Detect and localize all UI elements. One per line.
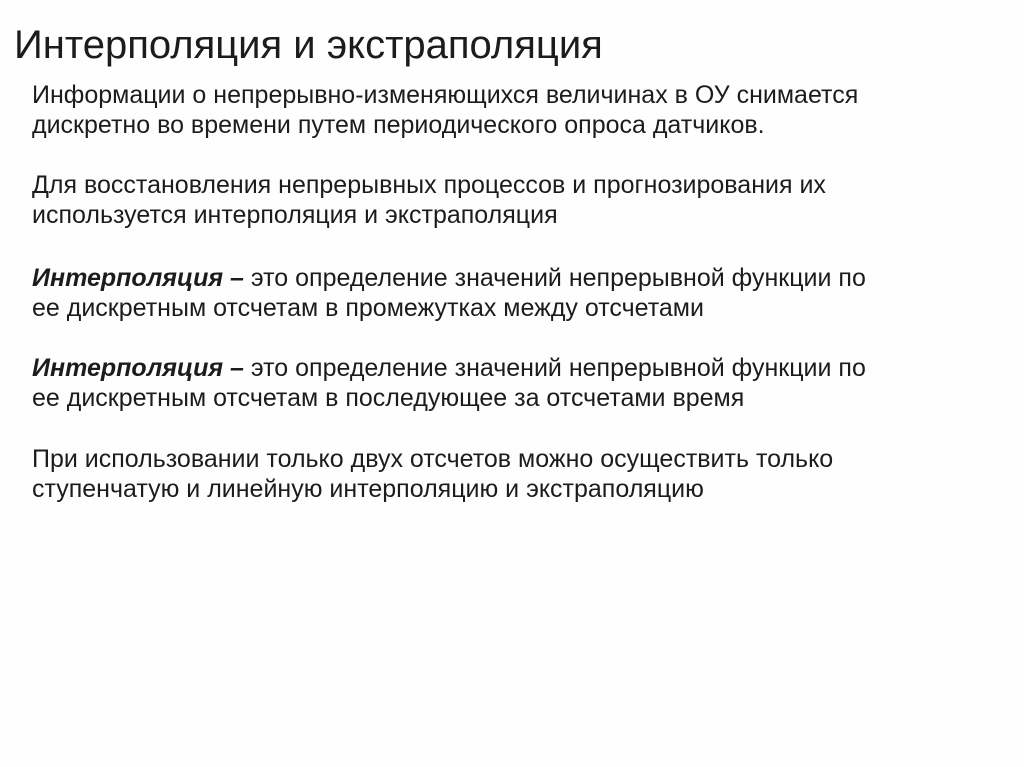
- paragraph-extrapolation-definition: [32, 353, 866, 413]
- defined-term: Интерполяция –: [32, 354, 244, 382]
- definition-text: это определение значений непрерывной функции по: [243, 354, 866, 382]
- paragraph-interpolation-definition: [32, 263, 866, 323]
- paragraph-line: Для восстановления непрерывных процессов и прогнозирования их: [32, 171, 826, 199]
- paragraph-line: дискретно во времени путем периодического опроса датчиков.: [32, 111, 765, 139]
- paragraph-data-acquisition: [32, 80, 858, 140]
- paragraph-line: ее дискретным отсчетам в промежутках между отсчетами: [32, 294, 704, 322]
- paragraph-line: ступенчатую и линейную интерполяцию и экстраполяцию: [32, 475, 704, 503]
- paragraph-two-samples-note: [32, 444, 833, 504]
- paragraph-line: При использовании только двух отсчетов можно осуществить только: [32, 445, 834, 473]
- paragraph-line: используется интерполяция и экстраполяция: [32, 201, 558, 229]
- slide-title: Интерполяция и экстраполяция: [14, 23, 603, 67]
- paragraph-line: [32, 353, 866, 383]
- defined-term: Интерполяция –: [32, 264, 244, 292]
- paragraph-line: Информации о непрерывно-изменяющихся величинах в ОУ снимается: [32, 81, 859, 109]
- paragraph-line: ее дискретным отсчетам в последующее за отсчетами время: [32, 384, 745, 412]
- paragraph-purpose: [32, 170, 826, 230]
- paragraph-line: [32, 263, 866, 293]
- definition-text: это определение значений непрерывной функции по: [243, 264, 866, 292]
